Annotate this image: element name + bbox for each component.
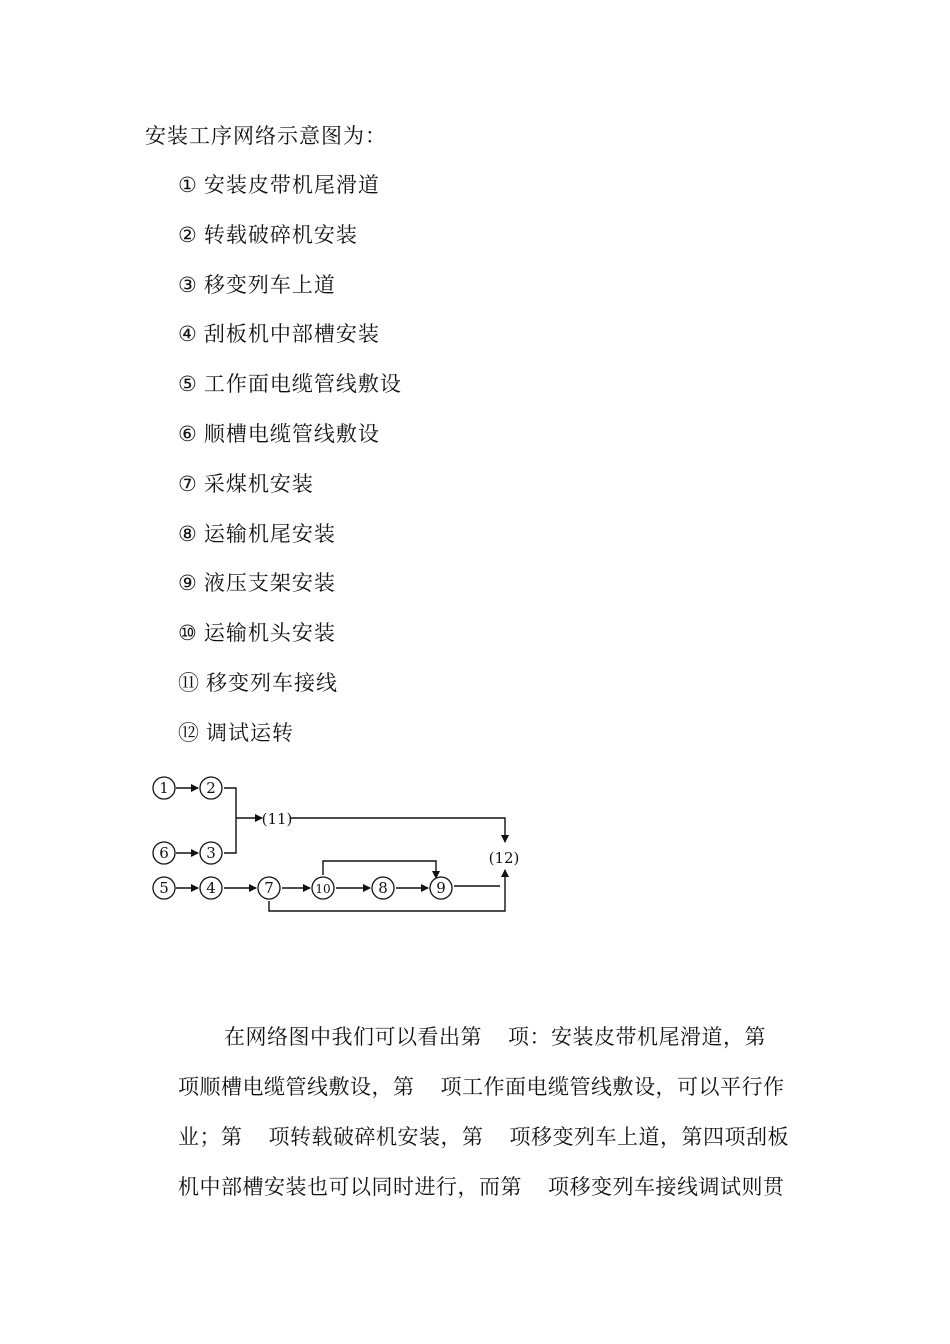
text-fragment: 项：安装皮带机尾滑道，第	[508, 1025, 766, 1049]
heading: 安装工序网络示意图为：	[145, 124, 387, 148]
node-9-label: 9	[436, 879, 446, 897]
step-number: ⑩	[178, 621, 198, 646]
node-10-label: 10	[315, 882, 331, 896]
node-12-label: (12)	[488, 849, 520, 867]
step-text: 调试运转	[206, 720, 294, 745]
step-list	[178, 170, 402, 768]
edge-10-9	[323, 861, 436, 878]
step-text: 刮板机中部槽安装	[203, 322, 380, 347]
text-fragment: 项工作面电缆管线敷设，可以平行作	[440, 1075, 785, 1099]
step-item	[178, 319, 402, 369]
step-item	[178, 668, 402, 718]
step-number: ⑪	[178, 670, 200, 695]
node-2-label: 2	[206, 779, 216, 797]
step-number: ⑥	[178, 421, 198, 446]
step-text: 顺槽电缆管线敷设	[203, 421, 380, 446]
step-text: 工作面电缆管线敷设	[203, 372, 402, 397]
step-item	[178, 170, 402, 220]
step-number: ⑫	[178, 720, 200, 745]
step-number: ⑨	[178, 571, 198, 596]
text-fragment: 业；第	[178, 1125, 243, 1149]
step-item	[178, 618, 402, 668]
step-number: ④	[178, 322, 198, 347]
step-text: 移变列车上道	[203, 272, 336, 297]
node-7-label: 7	[264, 879, 274, 897]
step-item	[178, 718, 402, 768]
step-item	[178, 419, 402, 469]
step-item	[178, 568, 402, 618]
node-4-label: 4	[206, 879, 216, 897]
paragraph-line-3	[178, 1112, 818, 1162]
text-fragment: 在网络图中我们可以看出第	[224, 1025, 482, 1049]
body-paragraph	[178, 1012, 818, 1212]
node-3-label: 3	[206, 844, 216, 862]
text-fragment: 项转载破碎机安装，第	[268, 1125, 484, 1149]
step-text: 转载破碎机安装	[203, 222, 358, 247]
text-fragment: 项移变列车接线调试则贯	[548, 1175, 785, 1199]
step-number: ①	[178, 173, 198, 197]
step-item	[178, 270, 402, 320]
step-number: ⑧	[178, 521, 198, 546]
step-text: 移变列车接线	[206, 670, 338, 695]
step-number: ②	[178, 222, 198, 247]
step-text: 运输机尾安装	[203, 521, 336, 546]
process-network-diagram	[140, 768, 540, 928]
node-1-label: 1	[159, 779, 169, 797]
step-number: ③	[178, 272, 198, 297]
text-fragment: 项移变列车上道，第四项刮板	[509, 1125, 789, 1149]
step-item	[178, 469, 402, 519]
node-11-label: (11)	[261, 810, 293, 828]
step-item	[178, 369, 402, 419]
step-item	[178, 220, 402, 270]
node-6-label: 6	[159, 844, 169, 862]
step-number: ⑦	[178, 471, 198, 496]
text-fragment: 机中部槽安装也可以同时进行，而第	[178, 1175, 522, 1199]
step-item	[178, 519, 402, 569]
node-8-label: 8	[378, 879, 388, 897]
step-text: 采煤机安装	[203, 471, 314, 496]
node-5-label: 5	[159, 879, 169, 897]
edge-11-12	[290, 818, 505, 842]
step-number: ⑤	[178, 372, 198, 397]
step-text: 安装皮带机尾滑道	[203, 173, 380, 197]
text-fragment: 项顺槽电缆管线敷设，第	[178, 1075, 415, 1099]
step-text: 液压支架安装	[203, 571, 336, 596]
paragraph-line-4	[178, 1162, 818, 1212]
edge-bracket-2-3	[224, 788, 236, 853]
paragraph-line-2	[178, 1062, 818, 1112]
paragraph-line-1	[178, 1012, 818, 1062]
step-text: 运输机头安装	[203, 621, 336, 646]
